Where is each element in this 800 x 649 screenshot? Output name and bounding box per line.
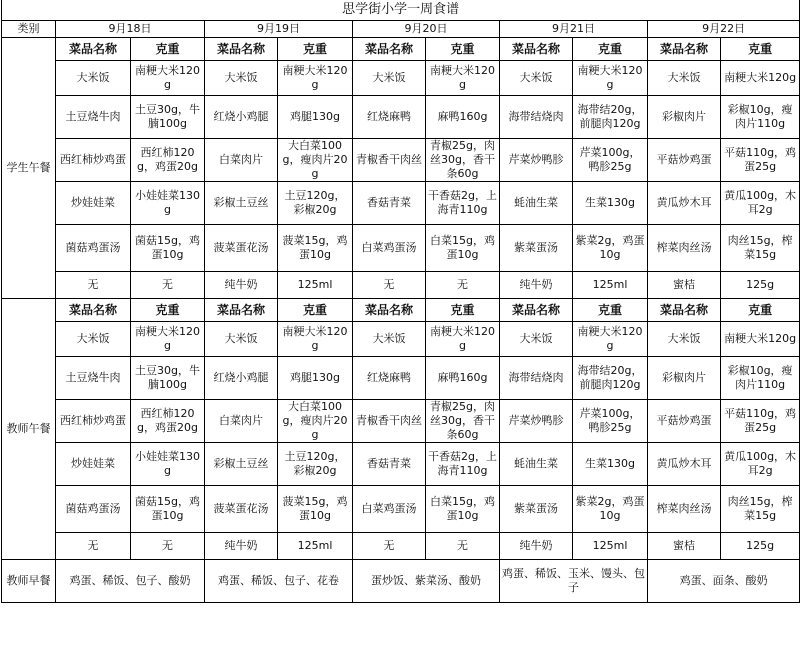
dish-weight: 南粳大米120g — [721, 61, 800, 96]
dish-column-header: 菜品名称 — [205, 299, 278, 322]
dish-name: 大米饭 — [205, 322, 278, 357]
dish-name: 大米饭 — [500, 61, 573, 96]
dish-weight: 菌菇15g，鸡蛋10g — [131, 486, 205, 533]
category-header: 类别 — [2, 21, 56, 38]
dish-name: 大米饭 — [56, 61, 131, 96]
dish-weight: 白菜15g，鸡蛋10g — [426, 225, 500, 272]
dish-name: 红烧小鸡腿 — [205, 357, 278, 400]
dish-name: 榨菜肉丝汤 — [648, 225, 721, 272]
dish-weight: 南粳大米120g — [278, 61, 353, 96]
dish-name: 彩椒土豆丝 — [205, 182, 278, 225]
dish-weight: 彩椒10g，瘦肉片110g — [721, 357, 800, 400]
dish-name: 红烧麻鸭 — [353, 357, 426, 400]
breakfast-item: 鸡蛋、稀饭、包子、酸奶 — [56, 560, 205, 603]
dish-weight: 无 — [131, 533, 205, 560]
dish-name: 无 — [353, 533, 426, 560]
dish-weight: 南粳大米120g — [573, 322, 648, 357]
dish-name: 大米饭 — [648, 61, 721, 96]
dish-name: 彩椒肉片 — [648, 357, 721, 400]
dish-weight: 大白菜100g，瘦肉片20g — [278, 400, 353, 443]
dish-weight: 平菇110g，鸡蛋25g — [721, 139, 800, 182]
weight-column-header: 克重 — [426, 299, 500, 322]
dish-weight: 菠菜15g，鸡蛋10g — [278, 225, 353, 272]
dish-name: 无 — [56, 533, 131, 560]
breakfast-item: 鸡蛋、面条、酸奶 — [648, 560, 800, 603]
dish-weight: 125g — [721, 533, 800, 560]
dish-name: 蚝油生菜 — [500, 443, 573, 486]
breakfast-item: 鸡蛋、稀饭、玉米、馒头、包子 — [500, 560, 648, 603]
dish-name: 白菜鸡蛋汤 — [353, 486, 426, 533]
dish-weight: 125ml — [278, 272, 353, 299]
dish-weight: 125ml — [573, 533, 648, 560]
weight-column-header: 克重 — [278, 38, 353, 61]
dish-weight: 小娃娃菜130g — [131, 443, 205, 486]
dish-weight: 大白菜100g，瘦肉片20g — [278, 139, 353, 182]
dish-name: 平菇炒鸡蛋 — [648, 400, 721, 443]
weight-column-header: 克重 — [721, 299, 800, 322]
dish-weight: 菌菇15g，鸡蛋10g — [131, 225, 205, 272]
dish-weight: 无 — [131, 272, 205, 299]
dish-weight: 紫菜2g，鸡蛋10g — [573, 225, 648, 272]
dish-weight: 土豆120g，彩椒20g — [278, 182, 353, 225]
dish-name: 大米饭 — [56, 322, 131, 357]
dish-name: 红烧小鸡腿 — [205, 96, 278, 139]
weight-column-header: 克重 — [131, 38, 205, 61]
dish-column-header: 菜品名称 — [353, 38, 426, 61]
dish-weight: 土豆30g，牛腩100g — [131, 96, 205, 139]
dish-name: 香菇青菜 — [353, 443, 426, 486]
dish-weight: 芹菜100g，鸭胗25g — [573, 400, 648, 443]
dish-column-header: 菜品名称 — [648, 299, 721, 322]
dish-weight: 125g — [721, 272, 800, 299]
dish-weight: 海带结20g，前腿肉120g — [573, 96, 648, 139]
dish-column-header: 菜品名称 — [648, 38, 721, 61]
dish-weight: 小娃娃菜130g — [131, 182, 205, 225]
dish-weight: 125ml — [278, 533, 353, 560]
date-header: 9月22日 — [648, 21, 800, 38]
dish-weight: 南粳大米120g — [131, 322, 205, 357]
dish-weight: 南粳大米120g — [426, 322, 500, 357]
dish-name: 香菇青菜 — [353, 182, 426, 225]
dish-name: 紫菜蛋汤 — [500, 486, 573, 533]
dish-name: 紫菜蛋汤 — [500, 225, 573, 272]
dish-weight: 南粳大米120g — [426, 61, 500, 96]
dish-name: 海带结烧肉 — [500, 357, 573, 400]
dish-name: 纯牛奶 — [500, 272, 573, 299]
dish-weight: 南粳大米120g — [721, 322, 800, 357]
dish-weight: 西红柿120g，鸡蛋20g — [131, 400, 205, 443]
dish-weight: 黄瓜100g，木耳2g — [721, 182, 800, 225]
date-header: 9月19日 — [205, 21, 353, 38]
dish-name: 芹菜炒鸭胗 — [500, 400, 573, 443]
dish-name: 蚝油生菜 — [500, 182, 573, 225]
dish-weight: 南粳大米120g — [131, 61, 205, 96]
dish-weight: 125ml — [573, 272, 648, 299]
dish-name: 白菜鸡蛋汤 — [353, 225, 426, 272]
dish-name: 青椒香干肉丝 — [353, 139, 426, 182]
dish-weight: 肉丝15g，榨菜15g — [721, 225, 800, 272]
dish-name: 炒娃娃菜 — [56, 182, 131, 225]
dish-name: 平菇炒鸡蛋 — [648, 139, 721, 182]
dish-name: 炒娃娃菜 — [56, 443, 131, 486]
dish-name: 榨菜肉丝汤 — [648, 486, 721, 533]
weight-column-header: 克重 — [721, 38, 800, 61]
dish-name: 大米饭 — [500, 322, 573, 357]
dish-weight: 干香菇2g，上海青110g — [426, 182, 500, 225]
dish-name: 青椒香干肉丝 — [353, 400, 426, 443]
dish-weight: 南粳大米120g — [573, 61, 648, 96]
dish-weight: 麻鸭160g — [426, 96, 500, 139]
dish-column-header: 菜品名称 — [500, 299, 573, 322]
dish-name: 西红柿炒鸡蛋 — [56, 139, 131, 182]
dish-column-header: 菜品名称 — [353, 299, 426, 322]
dish-name: 大米饭 — [648, 322, 721, 357]
dish-name: 菌菇鸡蛋汤 — [56, 225, 131, 272]
student-lunch-label: 学生午餐 — [2, 38, 56, 299]
weight-column-header: 克重 — [278, 299, 353, 322]
dish-name: 彩椒肉片 — [648, 96, 721, 139]
dish-name: 大米饭 — [353, 61, 426, 96]
dish-name: 纯牛奶 — [500, 533, 573, 560]
dish-name: 黄瓜炒木耳 — [648, 443, 721, 486]
dish-weight: 青椒25g，肉丝30g，香干条60g — [426, 139, 500, 182]
dish-weight: 平菇110g，鸡蛋25g — [721, 400, 800, 443]
dish-weight: 紫菜2g，鸡蛋10g — [573, 486, 648, 533]
dish-weight: 黄瓜100g，木耳2g — [721, 443, 800, 486]
dish-column-header: 菜品名称 — [56, 299, 131, 322]
page-title: 思学街小学一周食谱 — [2, 0, 800, 21]
dish-name: 土豆烧牛肉 — [56, 96, 131, 139]
dish-name: 海带结烧肉 — [500, 96, 573, 139]
dish-name: 土豆烧牛肉 — [56, 357, 131, 400]
weight-column-header: 克重 — [573, 299, 648, 322]
dish-name: 黄瓜炒木耳 — [648, 182, 721, 225]
dish-name: 蜜桔 — [648, 533, 721, 560]
dish-name: 红烧麻鸭 — [353, 96, 426, 139]
dish-name: 白菜肉片 — [205, 400, 278, 443]
date-header: 9月20日 — [353, 21, 500, 38]
dish-weight: 土豆120g，彩椒20g — [278, 443, 353, 486]
weight-column-header: 克重 — [573, 38, 648, 61]
dish-weight: 海带结20g，前腿肉120g — [573, 357, 648, 400]
dish-name: 无 — [353, 272, 426, 299]
date-header: 9月18日 — [56, 21, 205, 38]
dish-name: 无 — [56, 272, 131, 299]
dish-column-header: 菜品名称 — [56, 38, 131, 61]
dish-weight: 青椒25g，肉丝30g，香干条60g — [426, 400, 500, 443]
dish-name: 大米饭 — [205, 61, 278, 96]
menu-table — [1, 0, 800, 603]
breakfast-item: 蛋炒饭、紫菜汤、酸奶 — [353, 560, 500, 603]
dish-name: 菌菇鸡蛋汤 — [56, 486, 131, 533]
dish-name: 大米饭 — [353, 322, 426, 357]
dish-weight: 彩椒10g，瘦肉片110g — [721, 96, 800, 139]
dish-weight: 西红柿120g，鸡蛋20g — [131, 139, 205, 182]
dish-name: 菠菜蛋花汤 — [205, 225, 278, 272]
dish-weight: 土豆30g，牛腩100g — [131, 357, 205, 400]
weight-column-header: 克重 — [131, 299, 205, 322]
dish-column-header: 菜品名称 — [500, 38, 573, 61]
dish-name: 纯牛奶 — [205, 272, 278, 299]
dish-weight: 白菜15g，鸡蛋10g — [426, 486, 500, 533]
dish-weight: 无 — [426, 272, 500, 299]
dish-weight: 生菜130g — [573, 182, 648, 225]
dish-name: 纯牛奶 — [205, 533, 278, 560]
dish-weight: 无 — [426, 533, 500, 560]
dish-name: 彩椒土豆丝 — [205, 443, 278, 486]
dish-weight: 生菜130g — [573, 443, 648, 486]
date-header: 9月21日 — [500, 21, 648, 38]
dish-weight: 芹菜100g，鸭胗25g — [573, 139, 648, 182]
breakfast-item: 鸡蛋、稀饭、包子、花卷 — [205, 560, 353, 603]
dish-weight: 鸡腿130g — [278, 96, 353, 139]
dish-name: 菠菜蛋花汤 — [205, 486, 278, 533]
dish-name: 蜜桔 — [648, 272, 721, 299]
weight-column-header: 克重 — [426, 38, 500, 61]
dish-weight: 麻鸭160g — [426, 357, 500, 400]
teacher-lunch-label: 教师午餐 — [2, 299, 56, 560]
dish-weight: 鸡腿130g — [278, 357, 353, 400]
dish-name: 芹菜炒鸭胗 — [500, 139, 573, 182]
dish-weight: 干香菇2g，上海青110g — [426, 443, 500, 486]
teacher-breakfast-label: 教师早餐 — [2, 560, 56, 603]
dish-weight: 菠菜15g，鸡蛋10g — [278, 486, 353, 533]
dish-column-header: 菜品名称 — [205, 38, 278, 61]
dish-name: 西红柿炒鸡蛋 — [56, 400, 131, 443]
dish-weight: 南粳大米120g — [278, 322, 353, 357]
dish-name: 白菜肉片 — [205, 139, 278, 182]
dish-weight: 肉丝15g，榨菜15g — [721, 486, 800, 533]
